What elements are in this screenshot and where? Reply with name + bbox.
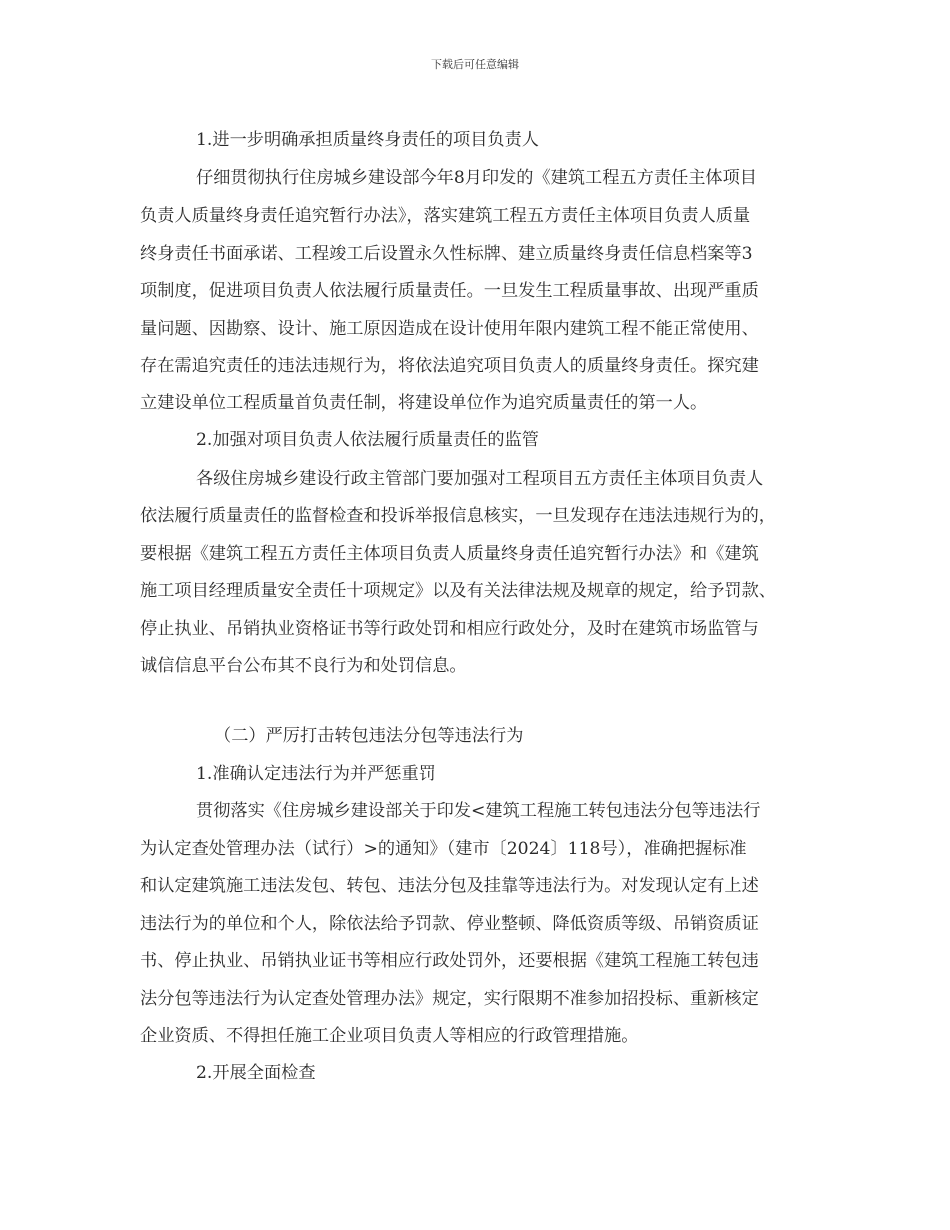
paragraph-line: 和认定建筑施工违法发包、转包、违法分包及挂靠等违法行为。对发现认定有上述 <box>140 876 759 896</box>
paragraph-line: 各级住房城乡建设行政主管部门要加强对工程项目五方责任主体项目负责人 <box>196 469 764 489</box>
paragraph-line: 诚信信息平台公布其不良行为和处罚信息。 <box>140 656 467 676</box>
paragraph-line: 贯彻落实《住房城乡建设部关于印发<建筑工程施工转包违法分包等违法行 <box>196 801 761 821</box>
section-heading-2: 2.加强对项目负责人依法履行质量责任的监管 <box>196 430 539 450</box>
paragraph-line: 终身责任书面承诺、工程竣工后设置永久性标牌、建立质量终身责任信息档案等3 <box>140 244 753 264</box>
paragraph-line: 为认定查处管理办法（试行）>的通知》（建市〔2024〕118号），准确把握标准 <box>140 839 747 859</box>
paragraph-line: 负责人质量终身责任追究暂行办法》，落实建筑工程五方责任主体项目负责人质量 <box>140 206 751 226</box>
paragraph-line: 施工项目经理质量安全责任十项规定》以及有关法律法规及规章的规定，给予罚款、 <box>140 581 776 601</box>
section-heading-4: 2.开展全面检查 <box>196 1063 316 1083</box>
paragraph-line: 量问题、因勘察、设计、施工原因造成在设计使用年限内建筑工程不能正常使用、 <box>140 319 759 339</box>
paragraph-line: 要根据《建筑工程五方责任主体项目负责人质量终身责任追究暂行办法》和《建筑 <box>140 544 759 564</box>
paragraph-line: 书、停止执业、吊销执业证书等相应行政处罚外，还要根据《建筑工程施工转包违 <box>140 951 759 971</box>
section-heading-1: 1.进一步明确承担质量终身责任的项目负责人 <box>196 130 539 150</box>
paragraph-line: 依法履行质量责任的监督检查和投诉举报信息核实，一旦发现存在违法违规行为的， <box>140 506 776 526</box>
paragraph-line: 存在需追究责任的违法违规行为，将依法追究项目负责人的质量终身责任。探究建 <box>140 356 759 376</box>
paragraph-line: 立建设单位工程质量首负责任制，将建设单位作为追究质量责任的第一人。 <box>140 393 708 413</box>
paragraph-line: 企业资质、不得担任施工企业项目负责人等相应的行政管理措施。 <box>140 1026 639 1046</box>
paragraph-line: 仔细贯彻执行住房城乡建设部今年8月印发的《建筑工程五方责任主体项目 <box>196 168 757 188</box>
paragraph-line: 违法行为的单位和个人，除依法给予罚款、停业整顿、降低资质等级、吊销资质证 <box>140 914 759 934</box>
section-heading-3: 1.准确认定违法行为并严惩重罚 <box>196 764 436 784</box>
paragraph-line: 项制度，促进项目负责人依法履行质量责任。一旦发生工程质量事故、出现严重质 <box>140 281 759 301</box>
paragraph-line: 法分包等违法行为认定查处管理办法》规定，实行限期不准参加招投标、重新核定 <box>140 989 759 1009</box>
page-header: 下载后可任意编辑 <box>431 58 519 71</box>
chapter-heading: （二）严厉打击转包违法分包等违法行为 <box>214 726 524 746</box>
paragraph-line: 停止执业、吊销执业资格证书等行政处罚和相应行政处分，及时在建筑市场监管与 <box>140 619 759 639</box>
